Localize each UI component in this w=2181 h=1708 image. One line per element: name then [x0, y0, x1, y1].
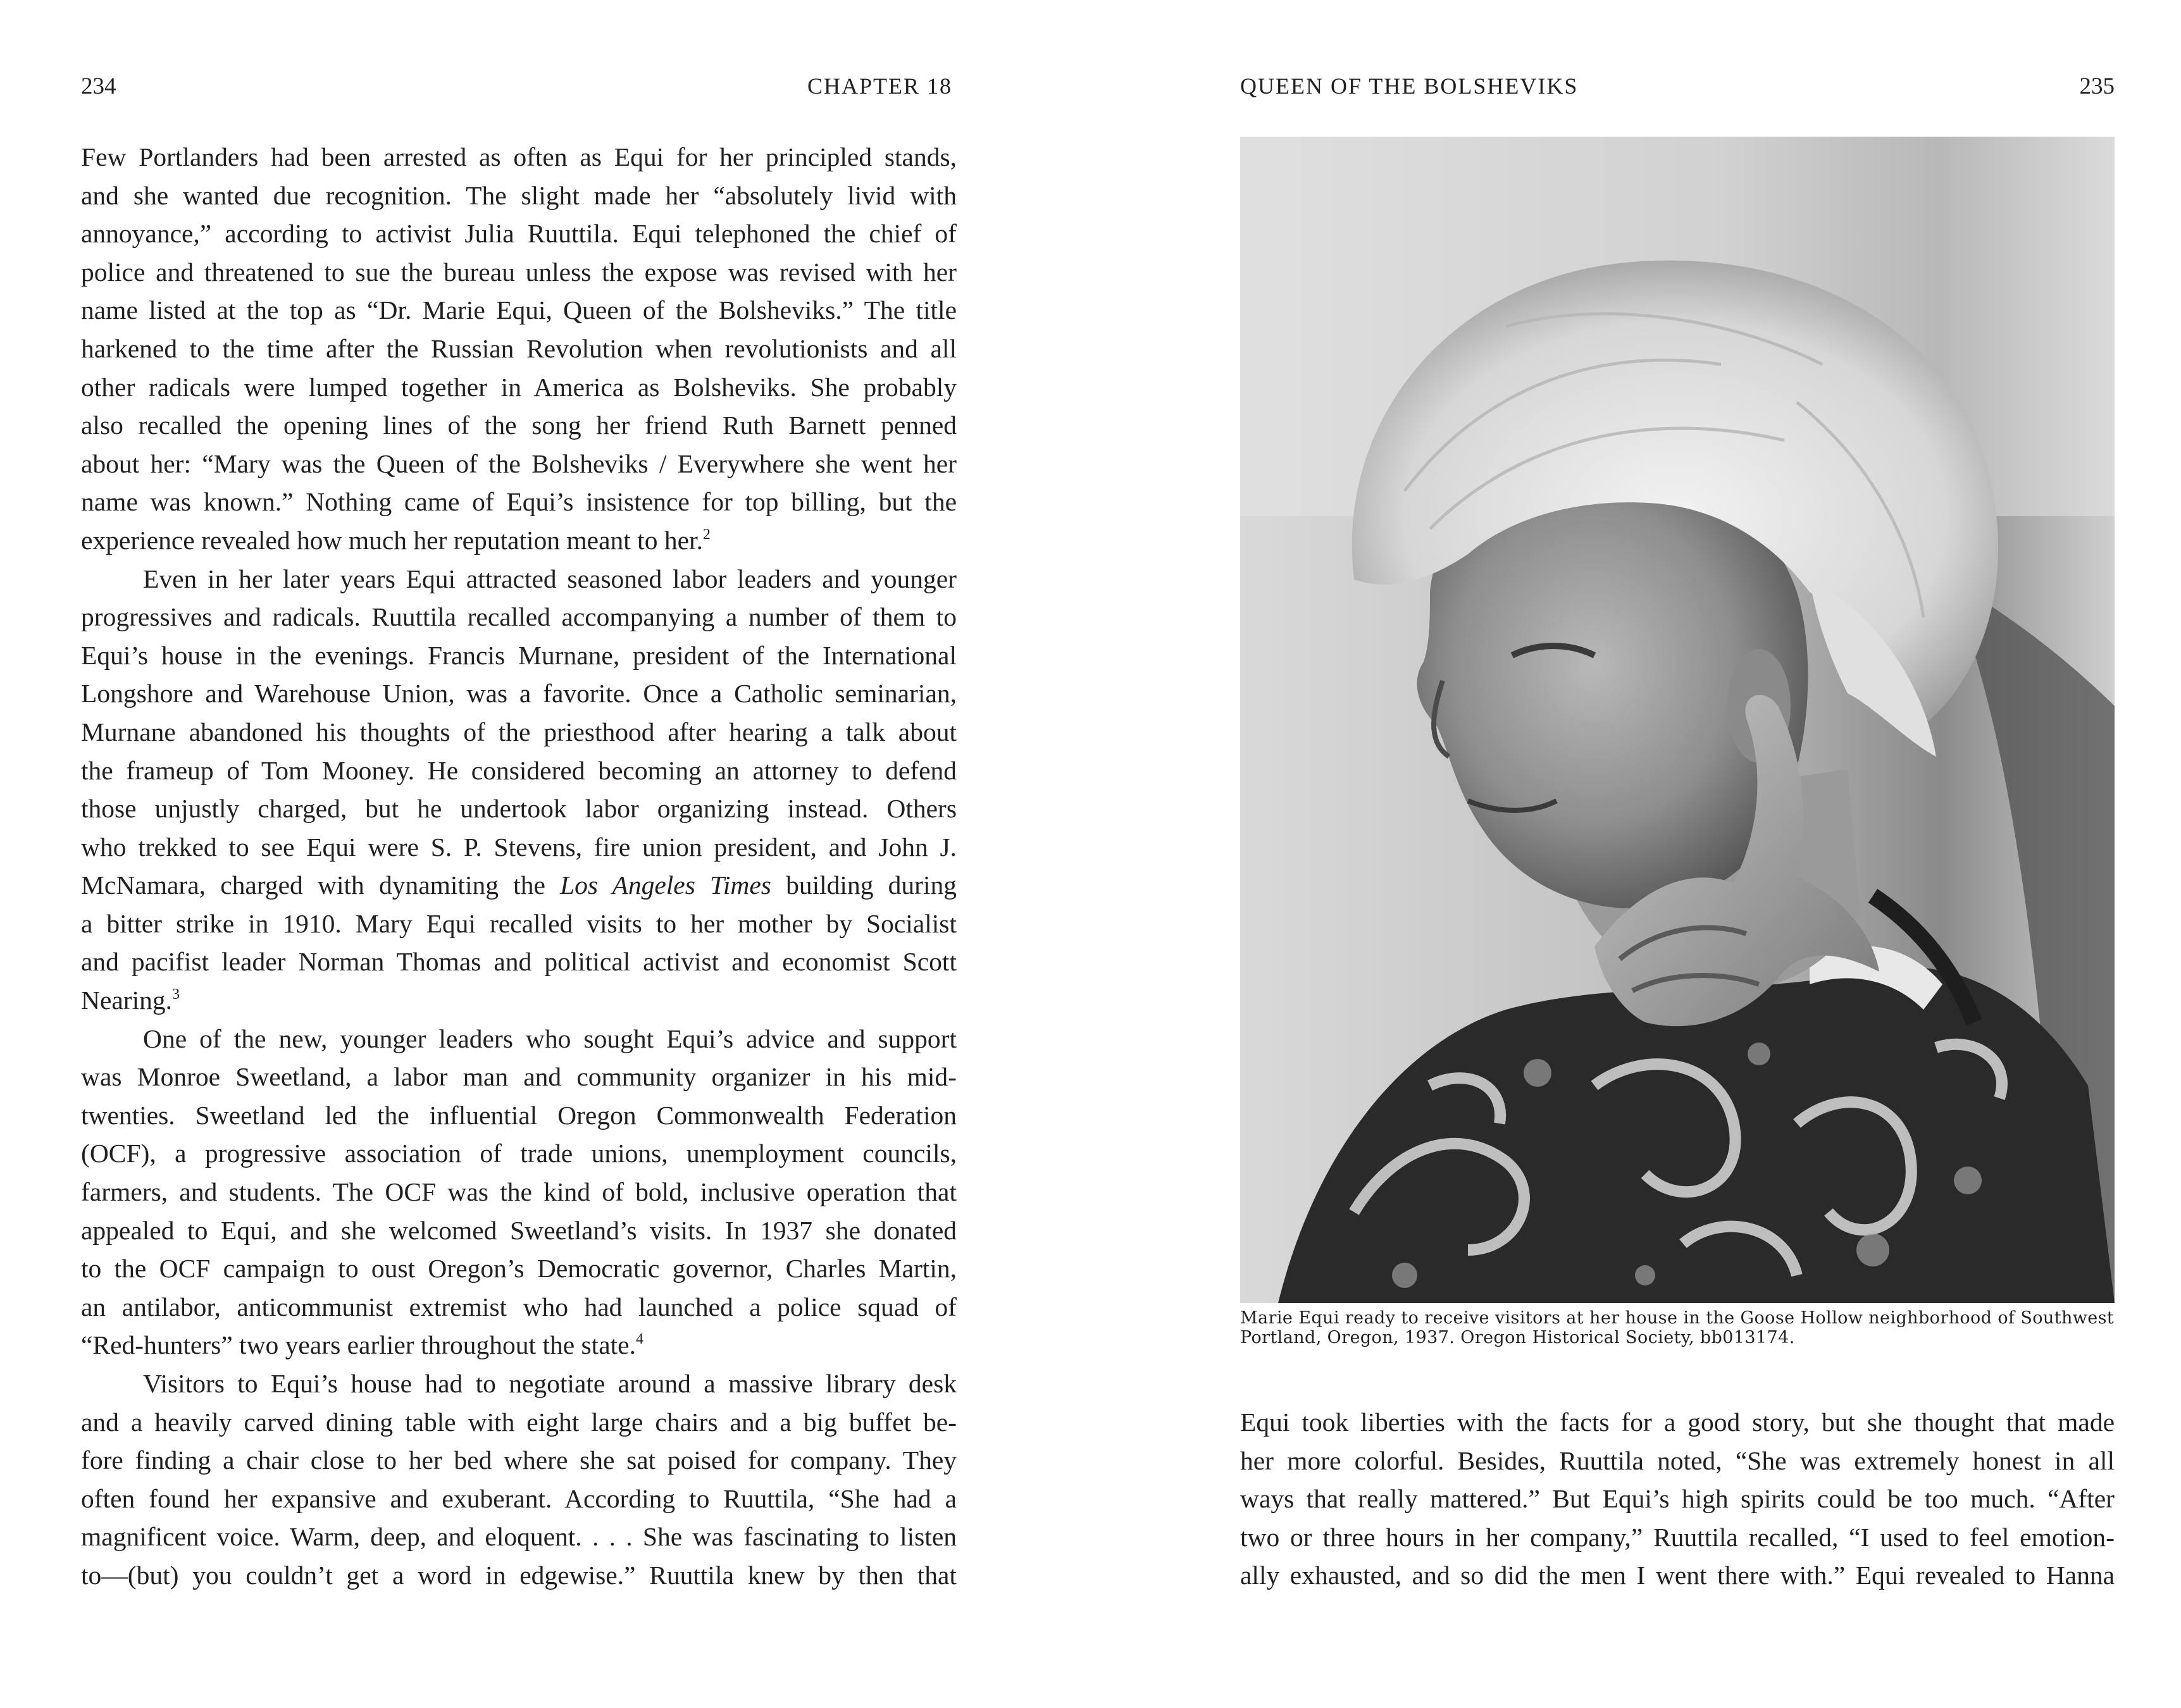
text-line: ways that really mattered.” But Equi’s high spirits could be too much. “After — [1240, 1484, 2115, 1514]
text-line: Equi’s house in the evenings. Francis Murnane, president of the International — [81, 640, 957, 670]
text-line: name was known.” Nothing came of Equi’s insistence for top billing, but the — [81, 487, 957, 517]
text-line-paragraph-end: Nearing.$^3$ — [81, 986, 180, 1015]
left-page-number: 234 — [81, 73, 116, 99]
text-line-indent: One of the new, younger leaders who sought Equi’s advice and support — [143, 1024, 957, 1053]
text-line-indent: Even in her later years Equi attracted seasoned labor leaders and younger — [143, 564, 957, 593]
right-running-head: QUEEN OF THE BOLSHEVIKS — [1240, 73, 1579, 99]
text-line: progressives and radicals. Ruuttila recalled accompanying a number of them to — [81, 602, 957, 632]
text-line: two or three hours in her company,” Ruuttila recalled, “I used to feel emotion- — [1240, 1522, 2115, 1552]
text-line: who trekked to see Equi were S. P. Stevens, fire union president, and John J. — [81, 832, 957, 862]
text-line: also recalled the opening lines of the song her friend Ruth Barnett penned — [81, 411, 957, 440]
newspaper-title: Los Angeles Times — [560, 870, 771, 900]
text-line: and pacifist leader Norman Thomas and political activist and economist Scott — [81, 947, 957, 977]
text-line: to the OCF campaign to oust Oregon’s Democratic governor, Charles Martin, — [81, 1254, 957, 1284]
footnote-ref-4[interactable]: 4 — [635, 1331, 643, 1348]
text-line: Murnane abandoned his thoughts of the priesthood after hearing a talk about — [81, 717, 957, 746]
text-line: and a heavily carved dining table with eight large chairs and a big buffet be- — [81, 1407, 957, 1437]
portrait-illustration — [1240, 137, 2115, 1303]
text-line-with-italic: McNamara, charged with dynamiting the Los Angeles Times building during — [81, 870, 957, 900]
text-line: Equi took liberties with the facts for a good story, but she thought that made — [1240, 1408, 2115, 1437]
right-page-number: 235 — [2079, 73, 2115, 99]
left-page — [0, 0, 1090, 1708]
left-running-head: CHAPTER 18 — [807, 73, 952, 99]
text-line: farmers, and students. The OCF was the kind of bold, inclusive operation that — [81, 1177, 957, 1207]
caption-line: Portland, Oregon, 1937. Oregon Historical Society, bb013174. — [1240, 1328, 1795, 1347]
text-line: ally exhausted, and so did the men I went there with.” Equi revealed to Hanna — [1240, 1561, 2115, 1590]
text-line: annoyance,” according to activist Julia Ruuttila. Equi telephoned the chief of — [81, 219, 957, 249]
text-line: an antilabor, anticommunist extremist who had launched a police squad of — [81, 1292, 957, 1321]
text-line: harkened to the time after the Russian Revolution when revolutionists and all — [81, 333, 957, 363]
text-line: police and threatened to sue the bureau unless the expose was revised with her — [81, 257, 957, 287]
text-line: appealed to Equi, and she welcomed Sweetland’s visits. In 1937 she donated — [81, 1215, 957, 1245]
portrait-photo — [1240, 137, 2115, 1303]
text-line: those unjustly charged, but he undertook labor organizing instead. Others — [81, 794, 957, 824]
text-line-paragraph-end: experience revealed how much her reputation meant to her.$^2$ — [81, 525, 711, 555]
text-line: other radicals were lumped together in America as Bolsheviks. She probably — [81, 372, 957, 402]
caption-line: Marie Equi ready to receive visitors at her house in the Goose Hollow neighborhood of Southwest — [1240, 1308, 2115, 1328]
text-line: often found her expansive and exuberant. According to Ruuttila, “She had a — [81, 1483, 957, 1513]
text-line: and she wanted due recognition. The slight made her “absolutely livid with — [81, 180, 957, 210]
text-line: was Monroe Sweetland, a labor man and community organizer in his mid- — [81, 1062, 957, 1092]
footnote-ref-2[interactable]: 2 — [702, 526, 711, 543]
photo-caption — [1240, 1308, 2115, 1347]
text-line: (OCF), a progressive association of trade unions, unemployment councils, — [81, 1139, 957, 1168]
text-line: a bitter strike in 1910. Mary Equi recalled visits to her mother by Socialist — [81, 908, 957, 938]
right-page — [1090, 0, 2181, 1708]
text-line: to—(but) you couldn’t get a word in edgewise.” Ruuttila knew by then that — [81, 1560, 957, 1590]
text-line: twenties. Sweetland led the influential Oregon Commonwealth Federation — [81, 1100, 957, 1130]
right-body-text — [1240, 1403, 2115, 1595]
left-body-text — [81, 138, 957, 1595]
text-line: about her: “Mary was the Queen of the Bolsheviks / Everywhere she went her — [81, 449, 957, 478]
text-line: the frameup of Tom Mooney. He considered becoming an attorney to defend — [81, 755, 957, 785]
text-line: Few Portlanders had been arrested as often as Equi for her principled stands, — [81, 142, 957, 171]
text-line-paragraph-end: “Red-hunters” two years earlier throughout the state.$^4$ — [81, 1330, 643, 1360]
text-line: name listed at the top as “Dr. Marie Equi, Queen of the Bolsheviks.” The title — [81, 295, 957, 325]
text-line: Longshore and Warehouse Union, was a favorite. Once a Catholic seminarian, — [81, 679, 957, 709]
text-line-indent: Visitors to Equi’s house had to negotiate around a massive library desk — [143, 1369, 957, 1398]
text-line: magnificent voice. Warm, deep, and eloquent. . . . She was fascinating to listen — [81, 1522, 957, 1552]
text-line: fore finding a chair close to her bed where she sat poised for company. They — [81, 1445, 957, 1475]
text-line: her more colorful. Besides, Ruuttila noted, “She was extremely honest in all — [1240, 1445, 2115, 1475]
footnote-ref-3[interactable]: 3 — [172, 986, 180, 1003]
